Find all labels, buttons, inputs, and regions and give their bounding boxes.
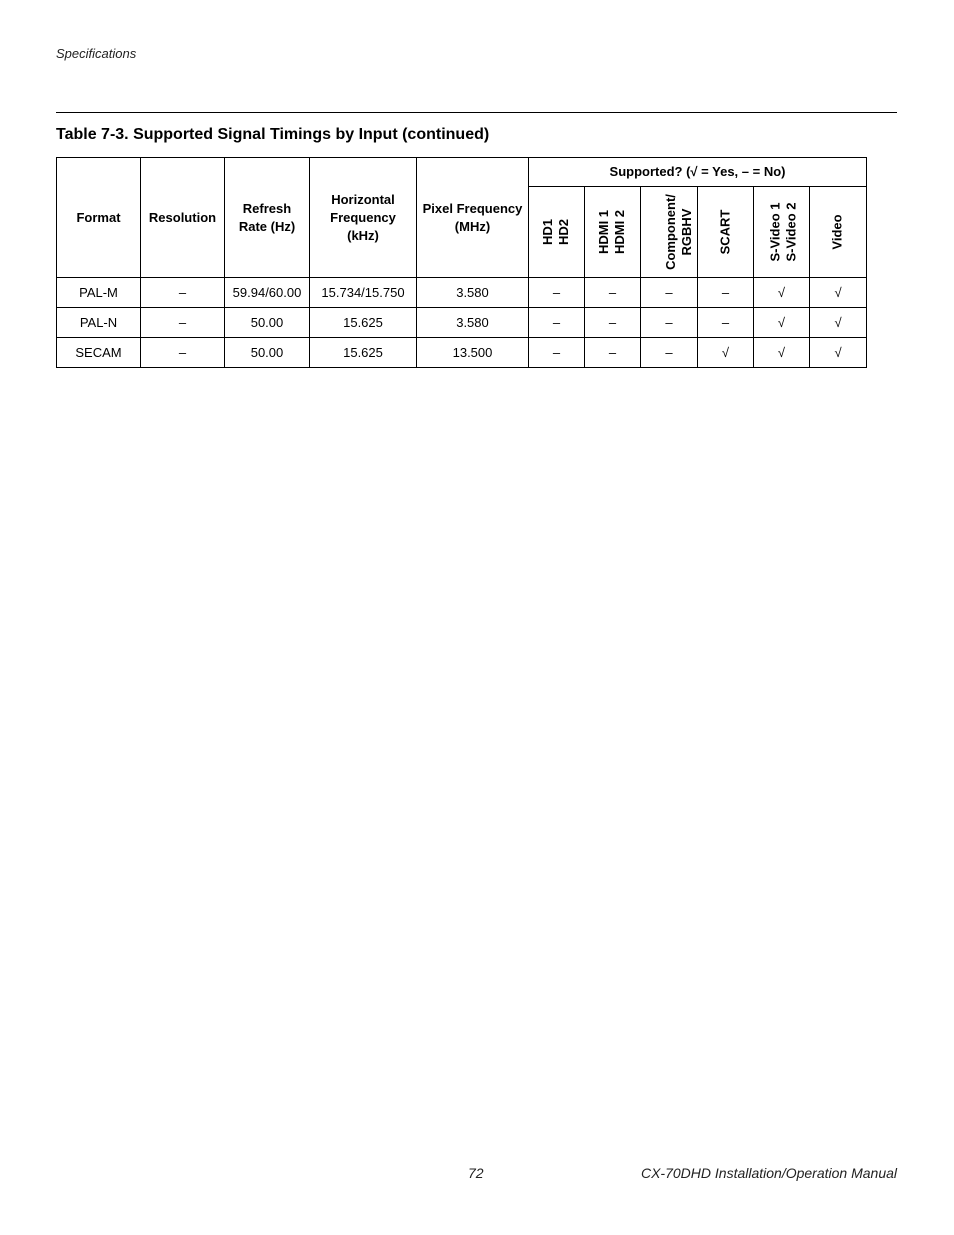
table-row <box>57 338 867 368</box>
col-input-hdmi <box>585 187 641 278</box>
col-input-svideo <box>754 187 810 278</box>
cell-video: √ <box>810 308 867 338</box>
cell-resolution: – <box>141 308 225 338</box>
manual-title: CX-70DHD Installation/Operation Manual <box>640 1165 897 1181</box>
cell-component: – <box>641 308 698 338</box>
cell-refresh-rate: 59.94/60.00 <box>225 278 310 308</box>
cell-video: √ <box>810 278 867 308</box>
cell-svideo: √ <box>754 338 810 368</box>
table-row <box>57 308 867 338</box>
input-label-line2: HDMI 2 <box>612 209 628 254</box>
input-label-line2: S-Video 2 <box>783 201 799 262</box>
cell-resolution: – <box>141 278 225 308</box>
col-input-hd <box>529 187 585 278</box>
cell-scart: – <box>698 278 754 308</box>
table-title: Table 7-3. Supported Signal Timings by Input (continued) <box>56 126 490 143</box>
running-header: Specifications <box>56 46 137 61</box>
col-supported-group: Supported? (√ = Yes, – = No) <box>529 158 867 187</box>
cell-scart: √ <box>698 338 754 368</box>
cell-pixel-frequency: 3.580 <box>417 308 529 338</box>
col-pixel-line1: Pixel Frequency <box>422 200 523 216</box>
input-label-line1: Video <box>830 214 846 250</box>
cell-refresh-rate: 50.00 <box>225 308 310 338</box>
cell-hd: – <box>529 338 585 368</box>
cell-video: √ <box>810 338 867 368</box>
cell-hd: – <box>529 308 585 338</box>
header-rule <box>56 112 897 113</box>
col-format: Format <box>57 158 141 278</box>
input-label-line2: HD2 <box>556 218 572 245</box>
cell-hd: – <box>529 278 585 308</box>
cell-pixel-frequency: 13.500 <box>417 338 529 368</box>
input-label-line1: Component/ <box>662 193 678 270</box>
col-horizontal-frequency <box>310 158 417 278</box>
input-label-line1: SCART <box>717 209 733 255</box>
cell-component: – <box>641 338 698 368</box>
col-pixel-frequency <box>417 158 529 278</box>
col-horizontal-line2: Frequency <box>330 209 396 225</box>
cell-scart: – <box>698 308 754 338</box>
col-input-component <box>641 187 698 278</box>
input-label-line1: S-Video 1 <box>767 201 783 262</box>
cell-component: – <box>641 278 698 308</box>
input-label-line1: HDMI 1 <box>596 209 612 254</box>
input-label-line1: HD1 <box>540 218 556 245</box>
col-refresh-line2: Rate (Hz) <box>238 218 296 234</box>
cell-hdmi: – <box>585 308 641 338</box>
input-label-line2: RGBHV <box>678 208 694 255</box>
cell-format: PAL-M <box>57 278 141 308</box>
table-row <box>57 278 867 308</box>
col-input-video <box>810 187 867 278</box>
col-resolution: Resolution <box>141 158 225 278</box>
cell-refresh-rate: 50.00 <box>225 338 310 368</box>
cell-hdmi: – <box>585 338 641 368</box>
cell-svideo: √ <box>754 308 810 338</box>
cell-svideo: √ <box>754 278 810 308</box>
cell-format: PAL-N <box>57 308 141 338</box>
header-row-top <box>57 158 867 187</box>
cell-format: SECAM <box>57 338 141 368</box>
cell-horizontal-frequency: 15.625 <box>310 338 417 368</box>
col-horizontal-line1: Horizontal <box>331 191 395 207</box>
col-input-scart <box>698 187 754 278</box>
col-pixel-line2: (MHz) <box>454 218 491 234</box>
cell-horizontal-frequency: 15.625 <box>310 308 417 338</box>
cell-resolution: – <box>141 338 225 368</box>
cell-hdmi: – <box>585 278 641 308</box>
col-refresh-rate <box>225 158 310 278</box>
cell-pixel-frequency: 3.580 <box>417 278 529 308</box>
col-horizontal-line3: (kHz) <box>347 227 379 243</box>
signal-timings-table <box>56 157 867 368</box>
page-number: 72 <box>468 1165 484 1181</box>
col-refresh-line1: Refresh <box>242 200 292 216</box>
cell-horizontal-frequency: 15.734/15.750 <box>310 278 417 308</box>
